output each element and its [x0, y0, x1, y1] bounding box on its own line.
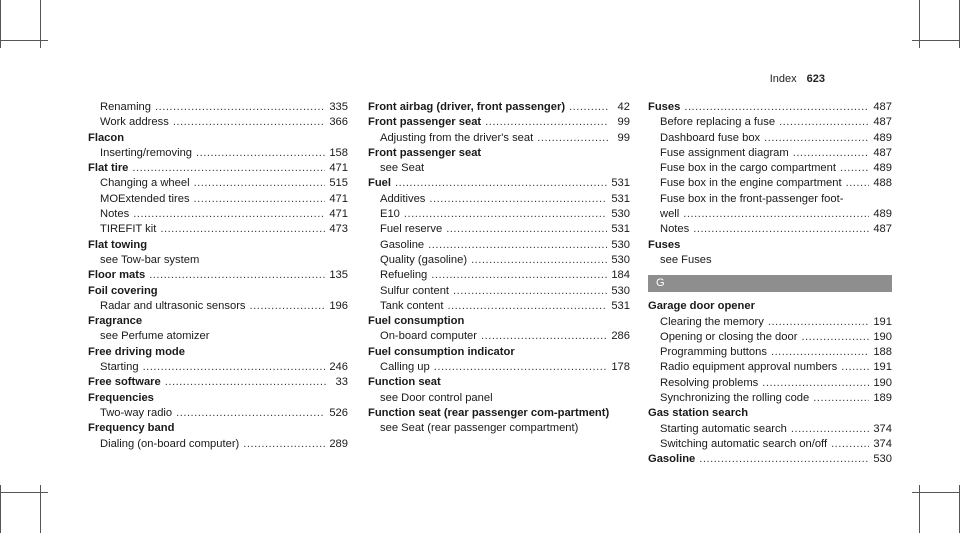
- dot-leader: [791, 422, 869, 437]
- dot-leader: [693, 222, 869, 237]
- entry-label: Flat towing: [88, 238, 148, 251]
- index-entry: [88, 391, 348, 406]
- dot-leader: [173, 115, 326, 130]
- entry-label: Function seat (rear passenger com-partment): [368, 406, 610, 419]
- entry-label: Fragrance: [88, 315, 143, 328]
- entry-page-number[interactable]: 531: [611, 299, 630, 312]
- index-subentry: [648, 360, 892, 375]
- entry-label: Free driving mode: [88, 345, 185, 358]
- entry-page-number[interactable]: 158: [329, 146, 348, 159]
- entry-label: Free software: [88, 376, 161, 389]
- entry-label: Refueling: [380, 269, 428, 282]
- index-subentry: [648, 161, 892, 176]
- dot-leader: [165, 375, 326, 390]
- entry-page-number[interactable]: 531: [611, 192, 630, 205]
- entry-label: Fuse box in the engine compartment: [660, 177, 842, 190]
- entry-label: Programming buttons: [660, 346, 767, 359]
- index-subentry: [88, 299, 348, 314]
- index-subentry: [648, 222, 892, 237]
- section-header: G: [648, 275, 892, 292]
- entry-label: Fuel reserve: [380, 223, 443, 236]
- entry-label: Floor mats: [88, 269, 146, 282]
- index-subentry: [88, 437, 348, 452]
- dot-leader: [762, 376, 869, 391]
- entry-page-number[interactable]: 190: [873, 330, 892, 343]
- entry-label: Starting: [100, 361, 139, 374]
- entry-label: Front passenger seat: [368, 116, 482, 129]
- dot-leader: [429, 192, 607, 207]
- entry-label: see Fuses: [660, 253, 712, 266]
- dot-leader: [395, 176, 607, 191]
- entry-page-number[interactable]: 184: [611, 269, 630, 282]
- entry-label: Frequency band: [88, 422, 175, 435]
- entry-label: Front passenger seat: [368, 146, 482, 159]
- entry-label: Clearing the memory: [660, 315, 764, 328]
- index-entry: [368, 176, 630, 191]
- entry-page-number[interactable]: 42: [617, 101, 630, 113]
- index-subentry: [648, 176, 892, 191]
- entry-page-number[interactable]: 374: [873, 437, 892, 450]
- entry-label: Quality (gasoline): [380, 253, 468, 266]
- index-subentry: [88, 222, 348, 237]
- entry-page-number[interactable]: 489: [873, 131, 892, 144]
- dot-leader: [428, 238, 607, 253]
- entry-label: Resolving problems: [660, 376, 759, 389]
- entry-page-number[interactable]: 530: [611, 253, 630, 266]
- entry-label: Flacon: [88, 131, 125, 144]
- index-subentry: [648, 207, 892, 222]
- dot-leader: [841, 360, 869, 375]
- entry-label: Garage door opener: [648, 300, 755, 313]
- entry-page-number[interactable]: 530: [611, 238, 630, 251]
- entry-label: see Seat (rear passenger compartment): [380, 422, 579, 435]
- entry-page-number[interactable]: 196: [329, 299, 348, 312]
- index-entry: [368, 115, 630, 130]
- entry-page-number[interactable]: 489: [873, 162, 892, 175]
- index-entry: [88, 131, 348, 146]
- entry-label: Notes: [100, 208, 130, 221]
- index-entry: [368, 146, 630, 161]
- entry-page-number[interactable]: 471: [329, 162, 348, 175]
- entry-label: Before replacing a fuse: [660, 116, 776, 129]
- dot-leader: [768, 315, 869, 330]
- dot-leader: [453, 284, 607, 299]
- entry-page-number[interactable]: 471: [329, 208, 348, 221]
- entry-page-number[interactable]: 530: [611, 208, 630, 221]
- entry-label: Front airbag (driver, front passenger): [368, 101, 566, 113]
- entry-label: Fuse box in the front-passenger foot-: [660, 192, 844, 205]
- entry-page-number[interactable]: 33: [335, 376, 348, 389]
- index-subentry: [648, 345, 892, 360]
- crop-mark: [0, 485, 1, 533]
- dot-leader: [684, 100, 869, 115]
- entry-label: Foil covering: [88, 284, 158, 297]
- entry-label: Inserting/removing: [100, 146, 193, 159]
- index-subentry: [648, 192, 892, 207]
- entry-label: Sulfur content: [380, 284, 450, 297]
- dot-leader: [771, 345, 869, 360]
- index-column-2: [368, 100, 630, 437]
- entry-label: Work address: [100, 116, 169, 129]
- index-entry: [88, 345, 348, 360]
- entry-label: Gasoline: [380, 238, 425, 251]
- entry-label: Fuse assignment diagram: [660, 146, 789, 159]
- entry-label: Additives: [380, 192, 426, 205]
- dot-leader: [683, 207, 869, 222]
- entry-label: Starting automatic search: [660, 422, 787, 435]
- index-subentry: [368, 329, 630, 344]
- index-subentry: [88, 207, 348, 222]
- index-subentry: [88, 100, 348, 115]
- header-title: Index: [769, 73, 797, 85]
- entry-label: Dashboard fuse box: [660, 131, 761, 144]
- index-column-1: [88, 100, 348, 452]
- index-subentry: [648, 376, 892, 391]
- dot-leader: [132, 161, 325, 176]
- dot-leader: [196, 146, 325, 161]
- entry-page-number[interactable]: 531: [611, 177, 630, 190]
- dot-leader: [194, 176, 326, 191]
- dot-leader: [485, 115, 608, 130]
- index-entry: [368, 375, 630, 390]
- crop-mark: [0, 0, 1, 48]
- entry-page-number[interactable]: 526: [329, 406, 348, 419]
- dot-leader: [446, 222, 607, 237]
- entry-label: Gasoline: [648, 453, 696, 466]
- index-entry: [648, 406, 892, 421]
- index-subentry: [368, 391, 630, 406]
- entry-label: Notes: [660, 223, 690, 236]
- index-subentry: [88, 253, 348, 268]
- entry-label: Fuel consumption indicator: [368, 345, 515, 358]
- entry-label: Tank content: [380, 299, 444, 312]
- entry-label: Renaming: [100, 101, 151, 113]
- crop-mark: [912, 40, 960, 41]
- dot-leader: [160, 222, 325, 237]
- entry-label: see Seat: [380, 162, 425, 175]
- entry-label: Synchronizing the rolling code: [660, 392, 810, 405]
- index-subentry: [368, 222, 630, 237]
- dot-leader: [404, 207, 607, 222]
- entry-page-number[interactable]: 190: [873, 376, 892, 389]
- entry-page-number[interactable]: 530: [873, 453, 892, 466]
- entry-page-number[interactable]: 487: [873, 223, 892, 236]
- index-subentry: [648, 253, 892, 268]
- entry-page-number[interactable]: 488: [873, 177, 892, 190]
- dot-leader: [155, 100, 325, 115]
- index-subentry: [368, 207, 630, 222]
- dot-leader: [143, 360, 326, 375]
- index-entry: [88, 314, 348, 329]
- dot-leader: [537, 131, 608, 146]
- entry-label: Fuel: [368, 177, 391, 190]
- index-subentry: [648, 391, 892, 406]
- entry-label: see Door control panel: [380, 391, 493, 404]
- entry-label: Two-way radio: [100, 406, 173, 419]
- entry-page-number[interactable]: 374: [873, 422, 892, 435]
- entry-page-number[interactable]: 99: [617, 116, 630, 129]
- index-column-3: [648, 100, 892, 468]
- entry-label: Radio equipment approval numbers: [660, 361, 838, 374]
- entry-label: Changing a wheel: [100, 177, 190, 190]
- entry-page-number[interactable]: 99: [617, 131, 630, 144]
- entry-label: Calling up: [380, 361, 430, 374]
- index-subentry: [648, 115, 892, 130]
- page-header: [770, 73, 825, 85]
- entry-label: Function seat: [368, 376, 441, 389]
- index-entry: [368, 314, 630, 329]
- entry-label: well: [660, 208, 680, 221]
- entry-label: On-board computer: [380, 330, 478, 343]
- dot-leader: [813, 391, 869, 406]
- index-entry: [88, 268, 348, 283]
- entry-label: Flat tire: [88, 162, 129, 175]
- entry-page-number[interactable]: 189: [873, 392, 892, 405]
- entry-page-number[interactable]: 487: [873, 146, 892, 159]
- entry-label: TIREFIT kit: [100, 223, 157, 236]
- index-subentry: [368, 284, 630, 299]
- dot-leader: [481, 329, 607, 344]
- index-subentry: [368, 299, 630, 314]
- dot-leader: [176, 406, 325, 421]
- entry-label: Radar and ultrasonic sensors: [100, 299, 246, 312]
- dot-leader: [431, 268, 607, 283]
- entry-label: MOExtended tires: [100, 192, 190, 205]
- dot-leader: [569, 100, 608, 115]
- dot-leader: [250, 299, 326, 314]
- entry-label: Fuses: [648, 101, 681, 113]
- index-subentry: [88, 329, 348, 344]
- entry-label: Fuel consumption: [368, 315, 465, 328]
- index-subentry: [368, 268, 630, 283]
- index-subentry: [368, 161, 630, 176]
- index-entry: [648, 238, 892, 253]
- entry-label: Switching automatic search on/off: [660, 437, 828, 450]
- entry-page-number[interactable]: 515: [329, 177, 348, 190]
- dot-leader: [699, 452, 869, 467]
- crop-mark: [0, 40, 48, 41]
- entry-page-number[interactable]: 335: [329, 101, 348, 113]
- entry-page-number[interactable]: 178: [611, 361, 630, 374]
- index-subentry: [368, 253, 630, 268]
- dot-leader: [243, 437, 325, 452]
- dot-leader: [846, 176, 870, 191]
- index-subentry: [368, 131, 630, 146]
- entry-page-number[interactable]: 489: [873, 208, 892, 221]
- index-subentry: [88, 146, 348, 161]
- page-number: 623: [806, 73, 825, 85]
- entry-page-number[interactable]: 471: [329, 192, 348, 205]
- dot-leader: [793, 146, 870, 161]
- dot-leader: [840, 161, 869, 176]
- index-entry: [88, 375, 348, 390]
- entry-page-number[interactable]: 135: [329, 269, 348, 282]
- index-subentry: [368, 238, 630, 253]
- entry-label: E10: [380, 208, 400, 221]
- index-entry: [88, 284, 348, 299]
- entry-page-number[interactable]: 289: [329, 437, 348, 450]
- dot-leader: [447, 299, 607, 314]
- crop-mark: [0, 492, 48, 493]
- index-entry: [368, 406, 630, 421]
- entry-page-number[interactable]: 366: [329, 116, 348, 129]
- entry-page-number[interactable]: 188: [873, 346, 892, 359]
- index-subentry: [648, 330, 892, 345]
- index-subentry: [368, 360, 630, 375]
- entry-page-number[interactable]: 487: [873, 101, 892, 113]
- index-subentry: [648, 131, 892, 146]
- index-subentry: [88, 406, 348, 421]
- entry-page-number[interactable]: 473: [329, 223, 348, 236]
- index-entry: [648, 100, 892, 115]
- index-entry: [648, 452, 892, 467]
- entry-label: Adjusting from the driver's seat: [380, 131, 534, 144]
- entry-label: Frequencies: [88, 391, 154, 404]
- dot-leader: [471, 253, 607, 268]
- dot-leader: [434, 360, 608, 375]
- index-entry: [368, 345, 630, 360]
- entry-label: Fuses: [648, 238, 681, 251]
- index-subentry: [648, 146, 892, 161]
- index-subentry: [648, 437, 892, 452]
- index-subentry: [88, 192, 348, 207]
- entry-page-number[interactable]: 531: [611, 223, 630, 236]
- dot-leader: [133, 207, 325, 222]
- entry-label: see Tow-bar system: [100, 253, 200, 266]
- entry-page-number[interactable]: 191: [873, 315, 892, 328]
- index-subentry: [88, 115, 348, 130]
- entry-label: Opening or closing the door: [660, 330, 798, 343]
- crop-mark: [912, 492, 960, 493]
- entry-page-number[interactable]: 191: [873, 361, 892, 374]
- index-subentry: [368, 192, 630, 207]
- index-entry: [368, 100, 630, 115]
- index-entry: [88, 421, 348, 436]
- index-subentry: [88, 176, 348, 191]
- index-entry: [648, 299, 892, 314]
- entry-label: see Perfume atomizer: [100, 330, 210, 343]
- index-entry: [88, 238, 348, 253]
- dot-leader: [801, 330, 869, 345]
- dot-leader: [779, 115, 869, 130]
- dot-leader: [764, 131, 869, 146]
- index-subentry: [648, 422, 892, 437]
- dot-leader: [831, 437, 869, 452]
- index-subentry: [88, 360, 348, 375]
- index-subentry: [648, 315, 892, 330]
- index-subentry: [368, 421, 630, 436]
- entry-page-number[interactable]: 487: [873, 116, 892, 129]
- entry-label: Dialing (on-board computer): [100, 437, 240, 450]
- entry-page-number[interactable]: 246: [329, 361, 348, 374]
- entry-page-number[interactable]: 286: [611, 330, 630, 343]
- dot-leader: [149, 268, 325, 283]
- dot-leader: [194, 192, 326, 207]
- entry-page-number[interactable]: 530: [611, 284, 630, 297]
- index-entry: [88, 161, 348, 176]
- entry-label: Gas station search: [648, 407, 749, 420]
- entry-label: Fuse box in the cargo compartment: [660, 162, 836, 175]
